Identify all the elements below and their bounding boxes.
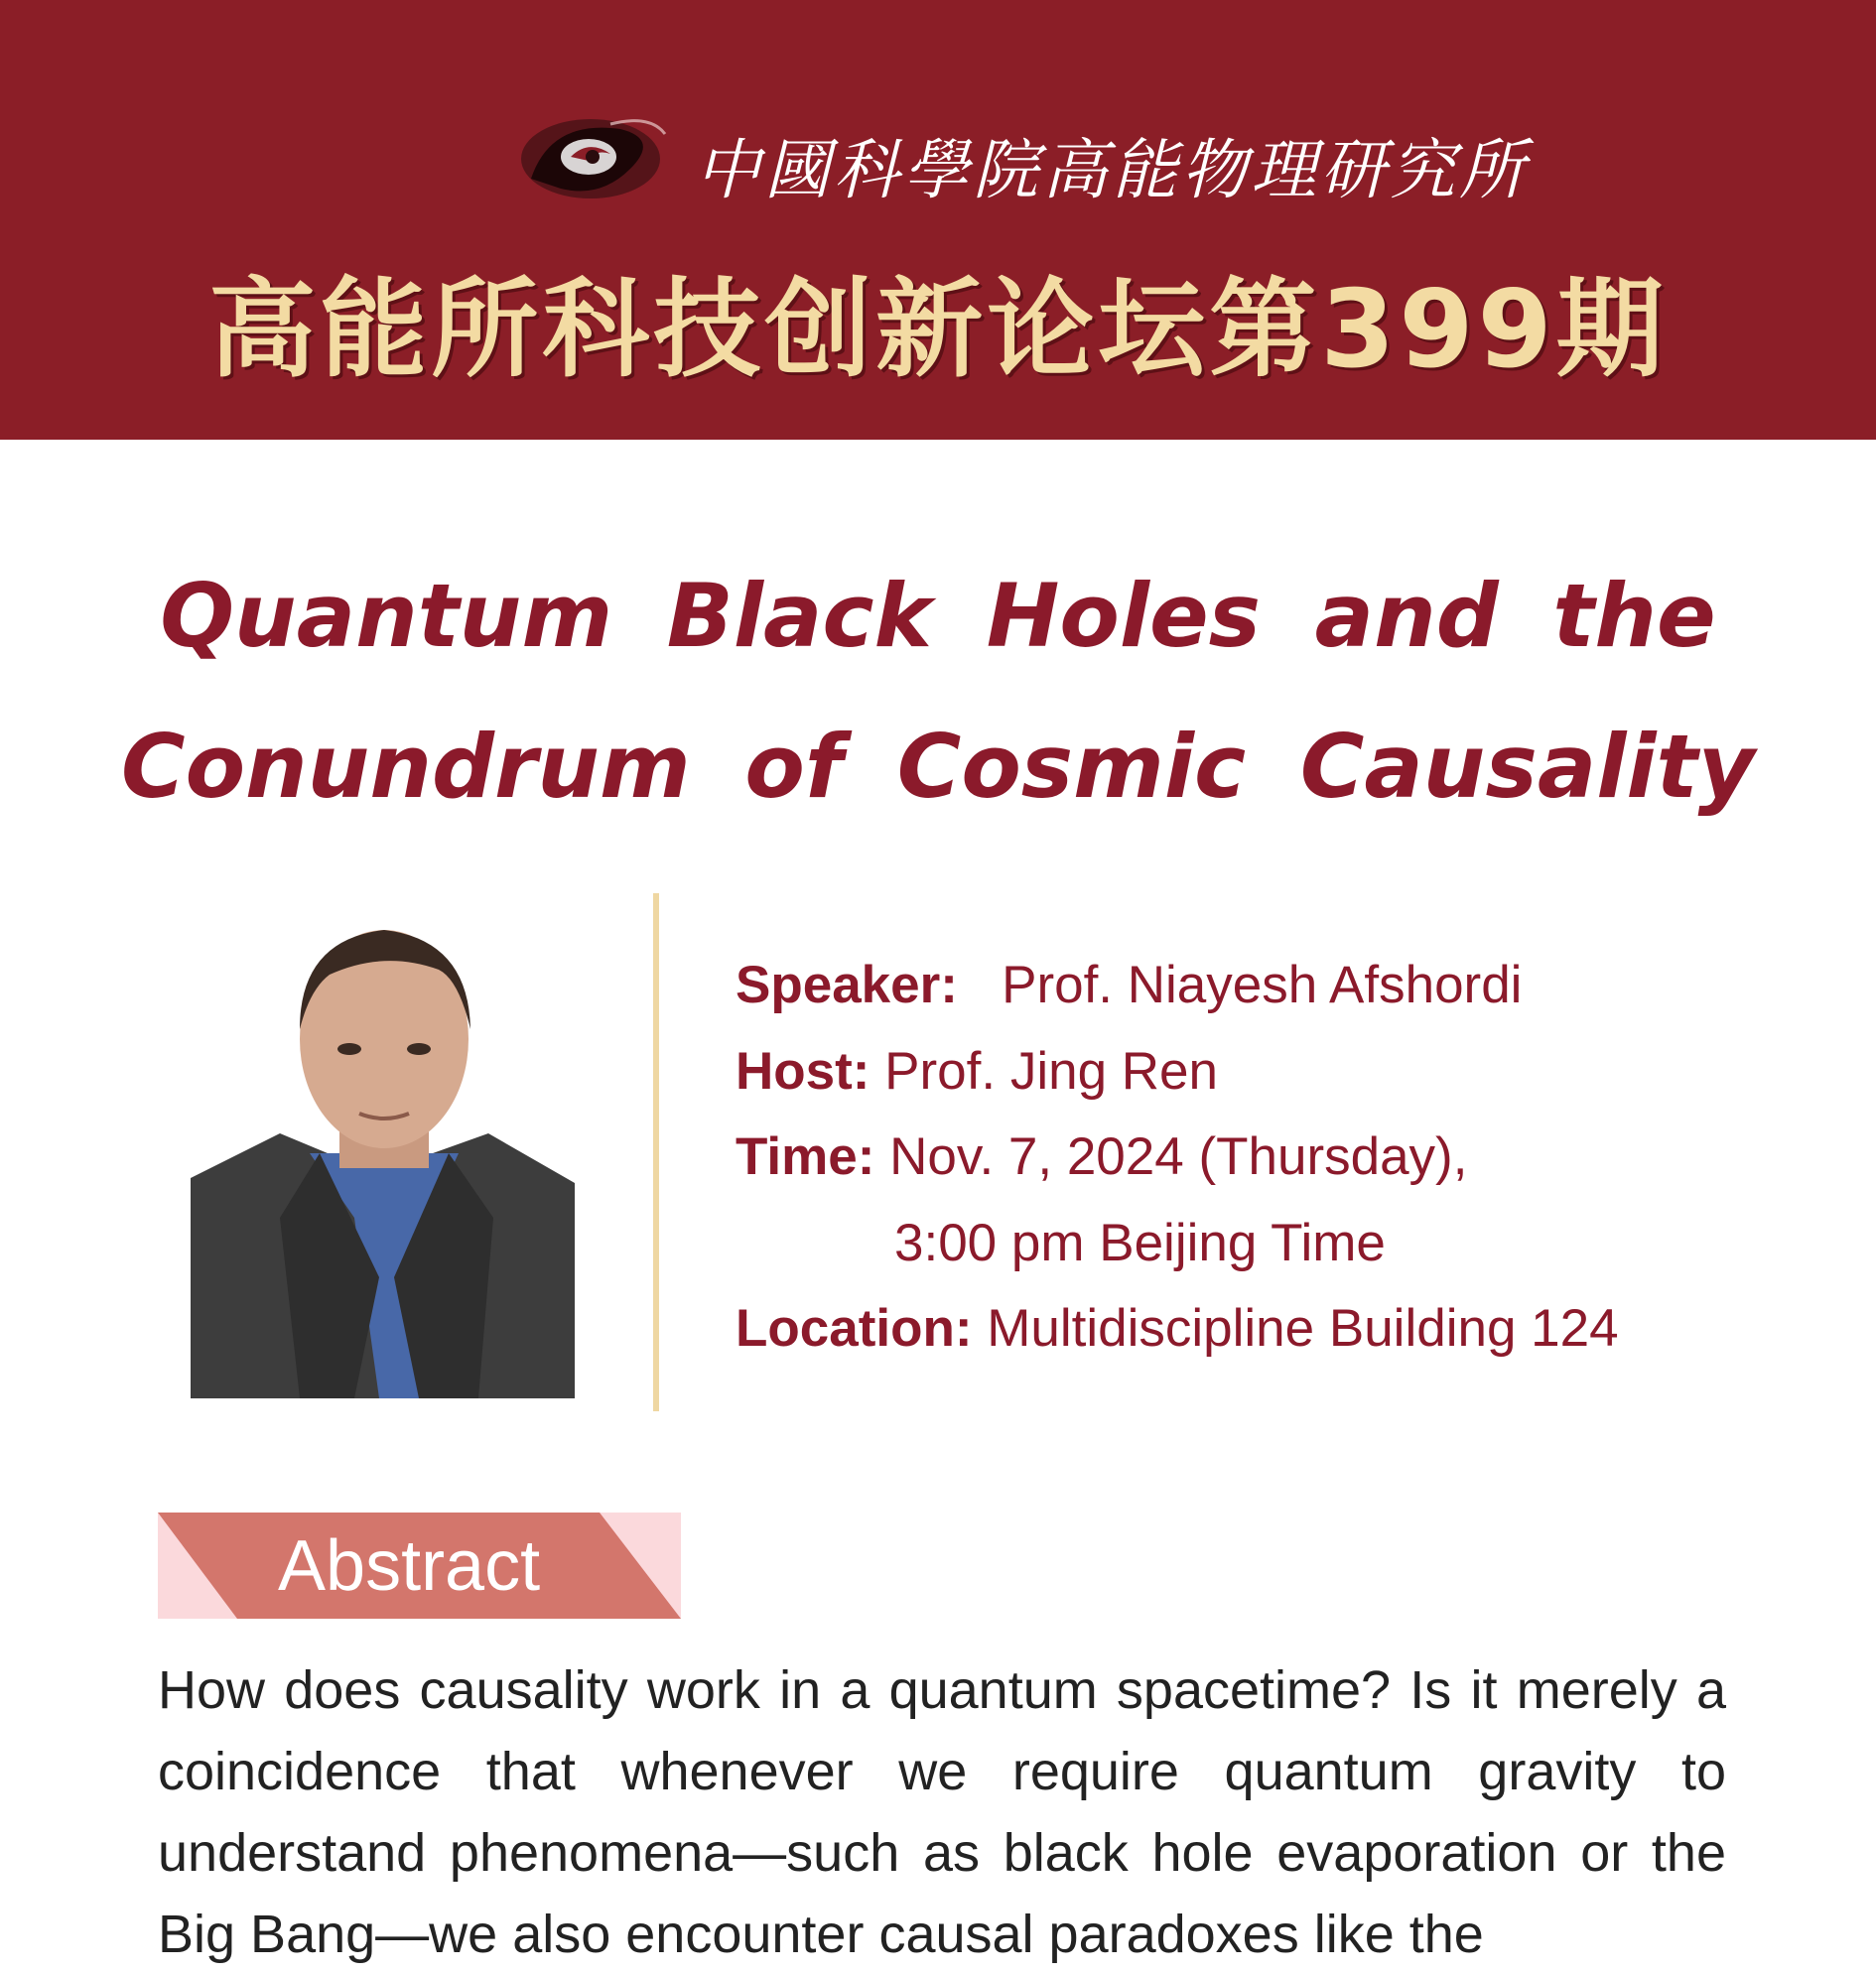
abstract-heading: Abstract <box>278 1526 541 1606</box>
talk-info <box>736 943 1619 1373</box>
institute-name: 中國科學院高能物理研究所 <box>695 132 1529 208</box>
ihep-logo-icon <box>511 109 670 208</box>
forum-title: 高能所科技创新论坛第399期 <box>208 268 1668 392</box>
time-value: Nov. 7, 2024 (Thursday), <box>889 1127 1468 1186</box>
speaker-row <box>736 943 1619 1029</box>
location-row <box>736 1286 1619 1373</box>
time-row-2 <box>736 1201 1619 1287</box>
host-label: Host: <box>736 1041 871 1101</box>
talk-title-line1: Quantum Black Holes and the <box>160 565 1716 667</box>
divider-line <box>653 893 659 1411</box>
talk-title <box>0 541 1876 843</box>
speaker-value: Prof. Niayesh Afshordi <box>1002 956 1523 1014</box>
location-value: Multidiscipline Building 124 <box>987 1299 1619 1358</box>
location-label: Location: <box>736 1299 973 1358</box>
speaker-photo <box>191 920 575 1398</box>
header-banner <box>0 0 1876 440</box>
abstract-text: How does causality work in a quantum spacetime? Is it merely a coincidence that whenever we require quantum gravity to understand phenomena—such as black hole evaporation or the Big Bang—we also encounter causal paradoxes like the <box>158 1660 1726 1964</box>
host-row <box>736 1029 1619 1116</box>
talk-title-line2: Conundrum of Cosmic Causality <box>121 716 1755 818</box>
host-value: Prof. Jing Ren <box>884 1041 1219 1101</box>
speaker-label: Speaker: <box>736 956 958 1014</box>
time-label: Time: <box>736 1127 875 1186</box>
time-value-2: 3:00 pm Beijing Time <box>894 1213 1386 1272</box>
time-row <box>736 1115 1619 1201</box>
